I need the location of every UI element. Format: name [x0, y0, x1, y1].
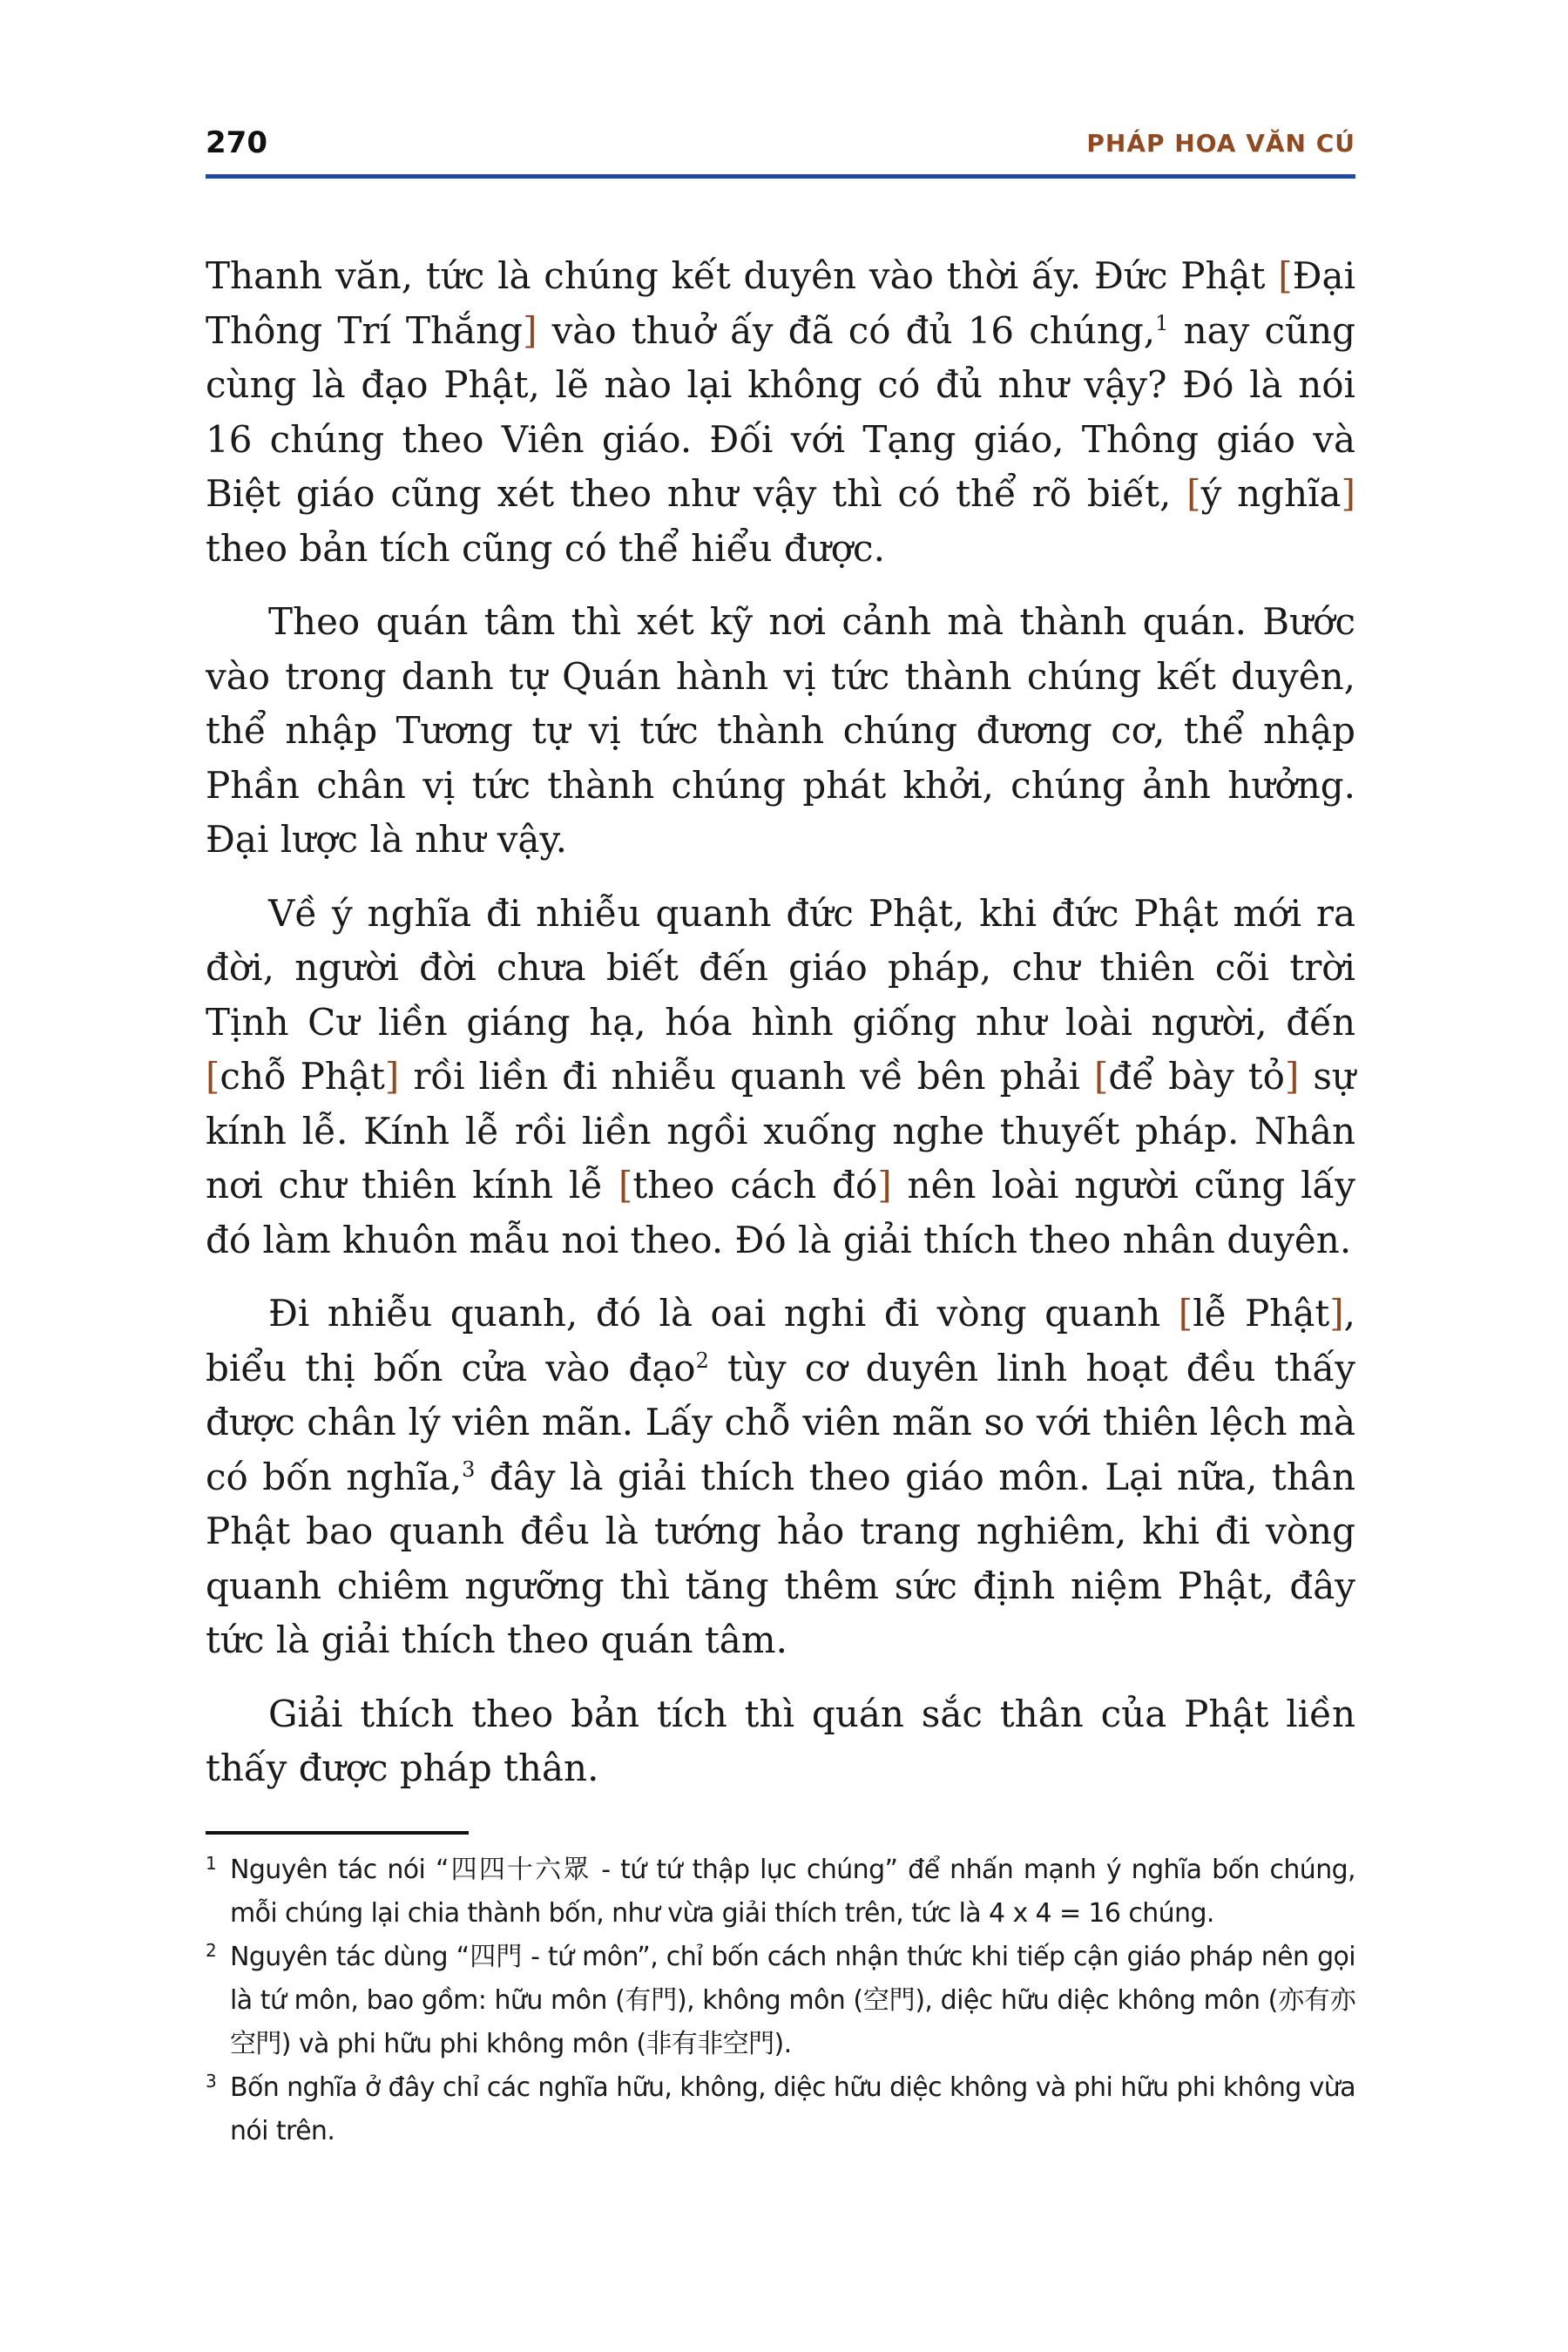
page-header	[206, 122, 1355, 179]
text-run: rồi liền đi nhiễu quanh về bên phải	[399, 1055, 1094, 1098]
footnote	[206, 1848, 1355, 1936]
editorial-bracket: ]	[523, 308, 537, 352]
editorial-bracket: ]	[1284, 1055, 1300, 1098]
footnote	[206, 1936, 1355, 2066]
editorial-bracket: ]	[877, 1164, 892, 1206]
text-run: để bày tỏ	[1108, 1055, 1285, 1098]
paragraph	[206, 887, 1355, 1268]
footnote-text: Nguyên tác nói “四四十六眾 - tứ tứ thập lục chúng” để nhấn mạnh ý nghĩa bốn chúng, mỗi chúng lại chia thành bốn, như vừa giải thích trên, tức là 4 x 4 = 16 chúng.	[230, 1855, 1355, 1929]
text-run: , biểu thị bốn cửa vào đạo	[206, 1292, 1355, 1389]
footnote-text: Bốn nghĩa ở đây chỉ các nghĩa hữu, không, diệc hữu diệc không và phi hữu phi không vừa nói trên.	[230, 2072, 1355, 2146]
text-run: lễ Phật	[1193, 1292, 1330, 1335]
editorial-bracket: [	[1186, 472, 1201, 515]
text-run: Thanh văn, tức là chúng kết duyên vào thời ấy. Đức Phật	[206, 254, 1279, 297]
page-number: 270	[206, 125, 267, 160]
footnote-mark: 3	[206, 2071, 217, 2092]
footnote-text: Nguyên tác dùng “四門 - tứ môn”, chỉ bốn cách nhận thức khi tiếp cận giáo pháp nên gọi là tứ môn, bao gồm: hữu môn (有門), không môn (空門), diệc hữu diệc không môn (亦有亦空門) và phi hữu phi không môn (非有非空門).	[230, 1942, 1355, 2059]
footnote-ref[interactable]: 2	[695, 1348, 709, 1373]
footnotes	[206, 1848, 1355, 2153]
text-run: Về ý nghĩa đi nhiễu quanh đức Phật, khi đức Phật mới ra đời, người đời chưa biết đến giáo pháp, chư thiên cõi trời Tịnh Cư liền giáng hạ, hóa hình giống như loài người, đến	[206, 891, 1355, 1044]
text-run: sự kính lễ. Kính lễ rồi liền ngồi xuống nghe thuyết pháp. Nhân nơi chư thiên kính lễ	[206, 1055, 1355, 1206]
editorial-bracket: [	[1094, 1055, 1109, 1098]
text-run: theo cách đó	[632, 1164, 878, 1206]
editorial-bracket: ]	[1329, 1292, 1344, 1335]
text-run: Đi nhiễu quanh, đó là oai nghi đi vòng quanh	[268, 1292, 1179, 1335]
editorial-bracket: [	[1278, 254, 1293, 297]
editorial-bracket: [	[206, 1055, 220, 1098]
editorial-bracket: ]	[384, 1055, 400, 1098]
text-run: Giải thích theo bản tích thì quán sắc thân của Phật liền thấy được pháp thân.	[206, 1692, 1355, 1789]
text-run: nay cũng cùng là đạo Phật, lẽ nào lại không có đủ như vậy? Đó là nói 16 chúng theo Viên giáo. Đối với Tạng giáo, Thông giáo và Biệt giáo cũng xét theo như vậy thì có thể rõ biết,	[206, 308, 1356, 515]
text-run: nên loài người cũng lấy đó làm khuôn mẫu noi theo. Đó là giải thích theo nhân duyên.	[206, 1164, 1355, 1261]
editorial-bracket: [	[1178, 1292, 1193, 1335]
paragraph	[206, 1687, 1355, 1796]
text-run: theo bản tích cũng có thể hiểu được.	[206, 526, 885, 570]
text-run: ý nghĩa	[1200, 472, 1342, 515]
text-run: Đại Thông Trí Thắng	[206, 254, 1355, 352]
footnote-separator	[206, 1831, 469, 1835]
body-text	[206, 249, 1355, 1815]
editorial-bracket: [	[618, 1164, 633, 1206]
paragraph	[206, 595, 1355, 868]
footnote-mark: 2	[206, 1940, 217, 1961]
text-run: chỗ Phật	[220, 1055, 385, 1098]
footnote-ref[interactable]: 1	[1155, 310, 1169, 335]
text-run: đây là giải thích theo giáo môn. Lại nữa, thân Phật bao quanh đều là tướng hảo trang nghiêm, khi đi vòng quanh chiêm ngưỡng thì tăng thêm sức định niệm Phật, đây tức là giải thích theo quán tâm.	[206, 1455, 1355, 1661]
header-rule	[206, 174, 1355, 179]
footnote-mark: 1	[206, 1853, 217, 1874]
footnote-ref[interactable]: 3	[462, 1456, 476, 1482]
running-title: PHÁP HOA VĂN CÚ	[1086, 129, 1355, 158]
paragraph	[206, 1287, 1355, 1668]
text-run: vào thuở ấy đã có đủ 16 chúng,	[537, 308, 1156, 352]
text-run: Theo quán tâm thì xét kỹ nơi cảnh mà thành quán. Bước vào trong danh tự Quán hành vị tức thành chúng kết duyên, thể nhập Tương tự vị tức thành chúng đương cơ, thể nhập Phần chân vị tức thành chúng phát khởi, chúng ảnh hưởng. Đại lược là như vậy.	[206, 600, 1355, 861]
text-run: tùy cơ duyên linh hoạt đều thấy được chân lý viên mãn. Lấy chỗ viên mãn so với thiên lệch mà có bốn nghĩa,	[206, 1346, 1355, 1498]
paragraph	[206, 249, 1355, 576]
footnote	[206, 2066, 1355, 2153]
editorial-bracket: ]	[1341, 472, 1355, 515]
